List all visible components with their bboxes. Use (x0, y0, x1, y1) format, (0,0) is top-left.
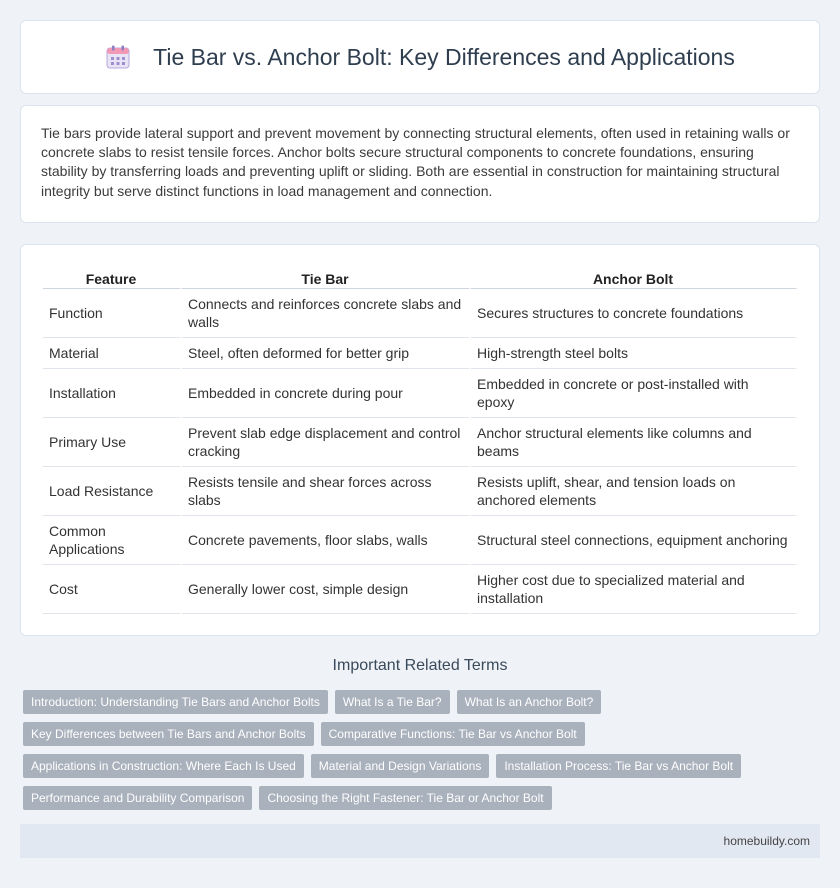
footer-site[interactable]: homebuildy.com (723, 834, 810, 848)
related-terms-title: Important Related Terms (332, 657, 508, 674)
tag-row (23, 690, 813, 714)
related-tag[interactable]: Introduction: Understanding Tie Bars and Anchor Bolts (23, 690, 328, 714)
related-tag[interactable]: Key Differences between Tie Bars and Anchor Bolts (23, 722, 314, 746)
table-header-row (43, 267, 798, 289)
table-cell: Load Resistance (43, 467, 182, 516)
table-row (43, 418, 798, 467)
table-cell: Connects and reinforces concrete slabs and walls (182, 289, 471, 338)
table-row (43, 467, 798, 516)
table-cell: Anchor structural elements like columns and beams (471, 418, 798, 467)
intro-card (20, 105, 820, 223)
table-cell: Cost (43, 565, 182, 614)
table-cell: Structural steel connections, equipment anchoring (471, 516, 798, 565)
table-cell: Embedded in concrete or post-installed with epoxy (471, 369, 798, 418)
table-row (43, 289, 798, 338)
tag-row (23, 722, 813, 746)
table-cell: Resists tensile and shear forces across slabs (182, 467, 471, 516)
table-cell: Concrete pavements, floor slabs, walls (182, 516, 471, 565)
header-feature: Feature (43, 267, 182, 289)
table-cell: Resists uplift, shear, and tension loads on anchored elements (471, 467, 798, 516)
footer (20, 824, 820, 858)
table-cell: Generally lower cost, simple design (182, 565, 471, 614)
related-tag[interactable]: Applications in Construction: Where Each Is Used (23, 754, 304, 778)
table-row (43, 338, 798, 369)
tag-row (23, 786, 813, 810)
table-cell: Embedded in concrete during pour (182, 369, 471, 418)
related-tag[interactable]: Comparative Functions: Tie Bar vs Anchor Bolt (321, 722, 585, 746)
intro-text: Tie bars provide lateral support and prevent movement by connecting structural elements, often used in retaining walls or concrete slabs to resist tensile forces. Anchor bolts secure structural components to concrete foundations, ensuring stability by transferring loads and preventing uplift or sliding. Both are essential in construction for maintaining structural integrity but serve distinct functions in load management and connection. (41, 125, 790, 199)
table-cell: Installation (43, 369, 182, 418)
header-anchor-bolt: Anchor Bolt (471, 267, 798, 289)
table-cell: Secures structures to concrete foundations (471, 289, 798, 338)
related-tags (23, 690, 813, 818)
table-row (43, 565, 798, 614)
related-tag[interactable]: What Is a Tie Bar? (335, 690, 450, 714)
table-cell: High-strength steel bolts (471, 338, 798, 369)
table-cell: Primary Use (43, 418, 182, 467)
table-cell: Function (43, 289, 182, 338)
comparison-table-card (20, 244, 820, 636)
table-row (43, 369, 798, 418)
related-tag[interactable]: What Is an Anchor Bolt? (457, 690, 602, 714)
comparison-table (43, 267, 798, 614)
related-tag[interactable]: Material and Design Variations (311, 754, 490, 778)
related-tag[interactable]: Performance and Durability Comparison (23, 786, 252, 810)
header-tie-bar: Tie Bar (182, 267, 471, 289)
title-card (20, 20, 820, 94)
calendar-icon (105, 44, 131, 70)
table-cell: Material (43, 338, 182, 369)
table-cell: Prevent slab edge displacement and control cracking (182, 418, 471, 467)
table-row (43, 516, 798, 565)
related-tag[interactable]: Choosing the Right Fastener: Tie Bar or Anchor Bolt (259, 786, 551, 810)
table-cell: Higher cost due to specialized material and installation (471, 565, 798, 614)
table-cell: Common Applications (43, 516, 182, 565)
table-cell: Steel, often deformed for better grip (182, 338, 471, 369)
tag-row (23, 754, 813, 778)
page-title: Tie Bar vs. Anchor Bolt: Key Differences and Applications (153, 43, 735, 70)
related-tag[interactable]: Installation Process: Tie Bar vs Anchor Bolt (496, 754, 741, 778)
